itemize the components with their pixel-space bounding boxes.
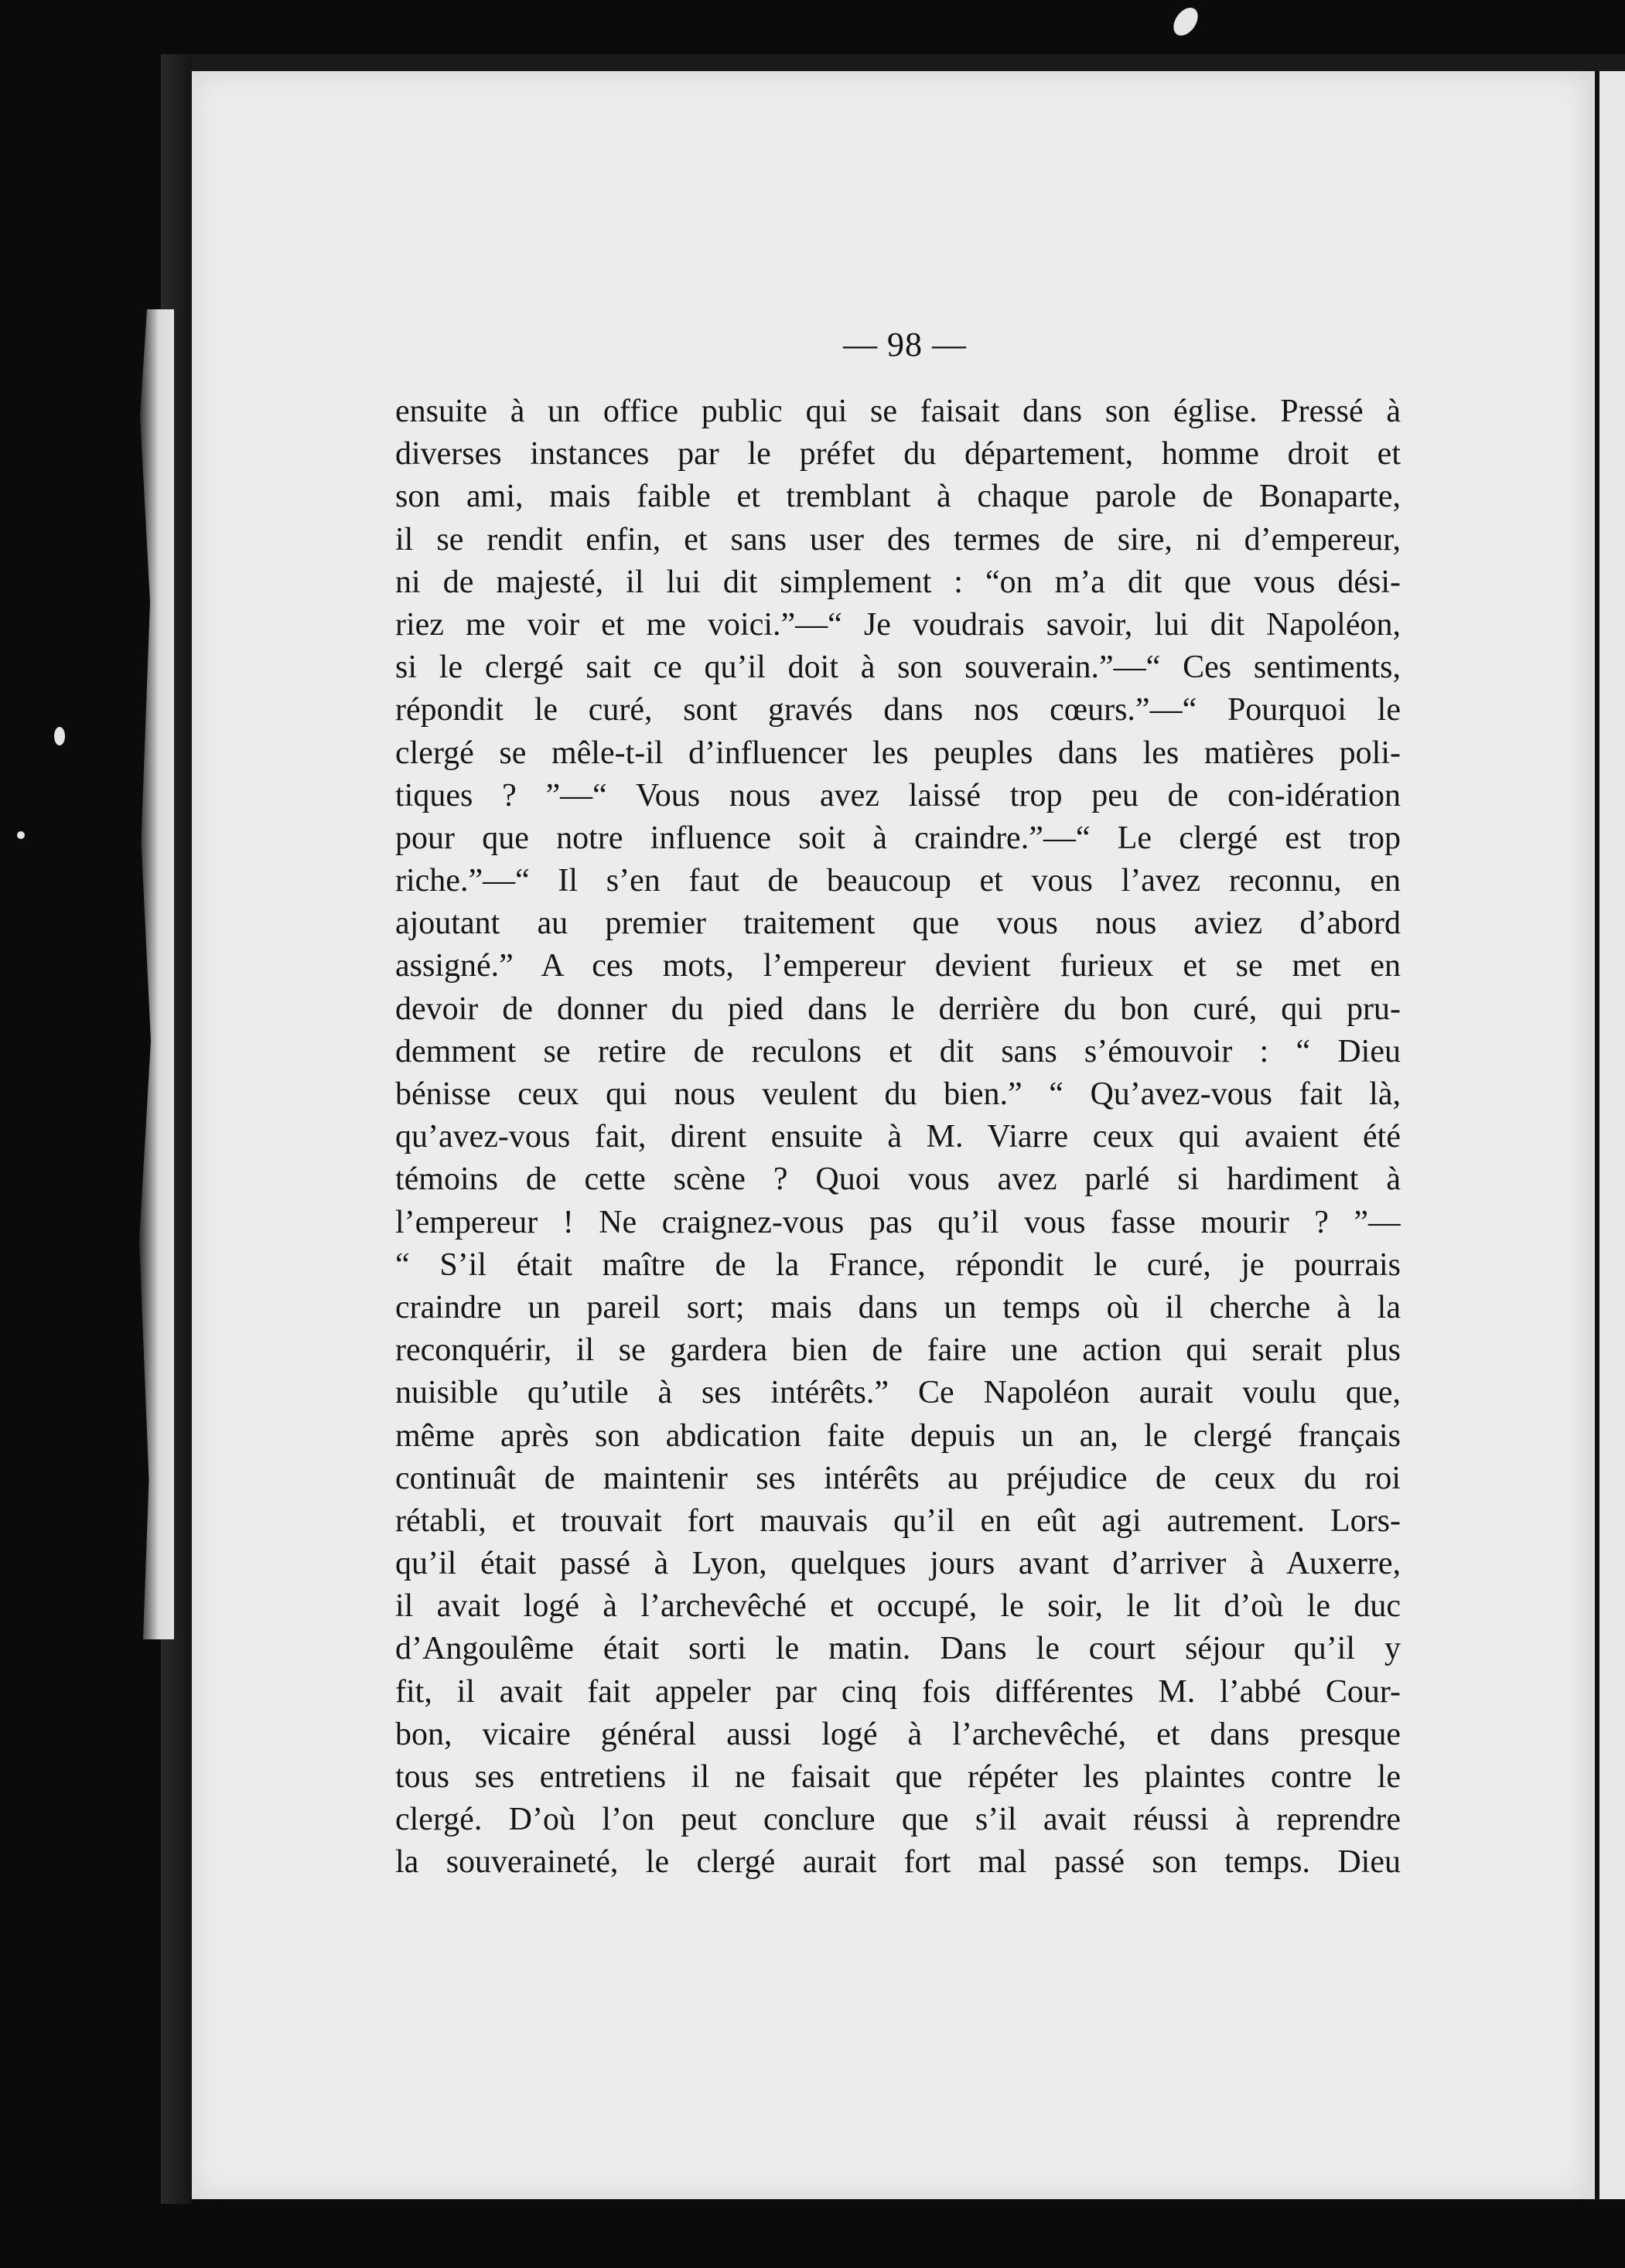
text-line: assigné.” A ces mots, l’empereur devient furieux et se met en: [395, 948, 1401, 984]
text-line: craindre un pareil sort; mais dans un temps où il cherche à la: [395, 1289, 1401, 1325]
page-number: — 98 —: [843, 326, 967, 363]
text-line: demment se retire de reculons et dit sans s’émouvoir : “ Dieu: [395, 1033, 1401, 1069]
text-line: même après son abdication faite depuis un an, le clergé français: [395, 1417, 1401, 1454]
text-line: riche.”—“ Il s’en faut de beaucoup et vous l’avez reconnu, en: [395, 863, 1401, 899]
text-line: pour que notre influence soit à craindre.”—“ Le clergé est trop: [395, 820, 1401, 856]
text-line: “ S’il était maître de la France, répondit le curé, je pourrais: [395, 1247, 1401, 1283]
text-line: d’Angoulême était sorti le matin. Dans le court séjour qu’il y: [395, 1631, 1401, 1667]
text-line: nuisible qu’utile à ses intérêts.” Ce Napoléon aurait voulu que,: [395, 1375, 1401, 1411]
text-line: qu’avez-vous fait, dirent ensuite à M. Viarre ceux qui avaient été: [395, 1119, 1401, 1155]
text-line: ni de majesté, il lui dit simplement : “on m’a dit que vous dési-: [395, 564, 1401, 600]
text-line: tous ses entretiens il ne faisait que répéter les plaintes contre le: [395, 1759, 1401, 1795]
text-line: devoir de donner du pied dans le derrière du bon curé, qui pru-: [395, 991, 1401, 1027]
text-line: ensuite à un office public qui se faisait dans son église. Pressé à: [395, 394, 1401, 429]
text-line: rétabli, et trouvait fort mauvais qu’il en eût agi autrement. Lors-: [395, 1502, 1401, 1539]
text-line: clergé. D’où l’on peut conclure que s’il avait réussi à reprendre: [395, 1802, 1401, 1838]
text-line: l’empereur ! Ne craignez-vous pas qu’il vous fasse mourir ? ”—: [395, 1204, 1401, 1240]
torn-page-edge: [135, 309, 174, 1639]
text-line: qu’il était passé à Lyon, quelques jours avant d’arriver à Auxerre,: [395, 1546, 1401, 1582]
text-line: diverses instances par le préfet du département, homme droit et: [395, 436, 1401, 472]
text-line: la souveraineté, le clergé aurait fort mal passé son temps. Dieu: [395, 1844, 1401, 1881]
text-line: il se rendit enfin, et sans user des termes de sire, ni d’empereur,: [395, 521, 1401, 558]
dust-speck: [1169, 3, 1203, 40]
text-line: fit, il avait fait appeler par cinq fois différentes M. l’abbé Cour-: [395, 1673, 1401, 1710]
page-right-edge: [1589, 71, 1625, 2199]
text-line: bon, vicaire général aussi logé à l’archevêché, et dans presque: [395, 1716, 1401, 1752]
text-line: tiques ? ”—“ Vous nous avez laissé trop peu de con-idération: [395, 777, 1401, 813]
text-line: riez me voir et me voici.”—“ Je voudrais savoir, lui dit Napoléon,: [395, 606, 1401, 643]
text-line: reconquérir, il se gardera bien de faire une action qui serait plus: [395, 1332, 1401, 1369]
text-line: clergé se mêle-t-il d’influencer les peuples dans les matières poli-: [395, 735, 1401, 771]
dust-speck: [54, 727, 65, 745]
text-line: si le clergé sait ce qu’il doit à son souverain.”—“ Ces sentiments,: [395, 650, 1401, 686]
text-line: continuât de maintenir ses intérêts au préjudice de ceux du roi: [395, 1460, 1401, 1496]
text-line: son ami, mais faible et tremblant à chaque parole de Bonaparte,: [395, 479, 1401, 515]
film-frame-top: [161, 54, 1625, 71]
text-line: il avait logé à l’archevêché et occupé, le soir, le lit d’où le duc: [395, 1588, 1401, 1625]
text-line: répondit le curé, sont gravés dans nos cœurs.”—“ Pourquoi le: [395, 692, 1401, 728]
text-line: ajoutant au premier traitement que vous nous aviez d’abord: [395, 905, 1401, 942]
text-line: témoins de cette scène ? Quoi vous avez parlé si hardiment à: [395, 1161, 1401, 1198]
body-text: [395, 391, 1401, 1884]
text-line: bénisse ceux qui nous veulent du bien.” “ Qu’avez-vous fait là,: [395, 1076, 1401, 1112]
dust-speck: [17, 831, 25, 839]
